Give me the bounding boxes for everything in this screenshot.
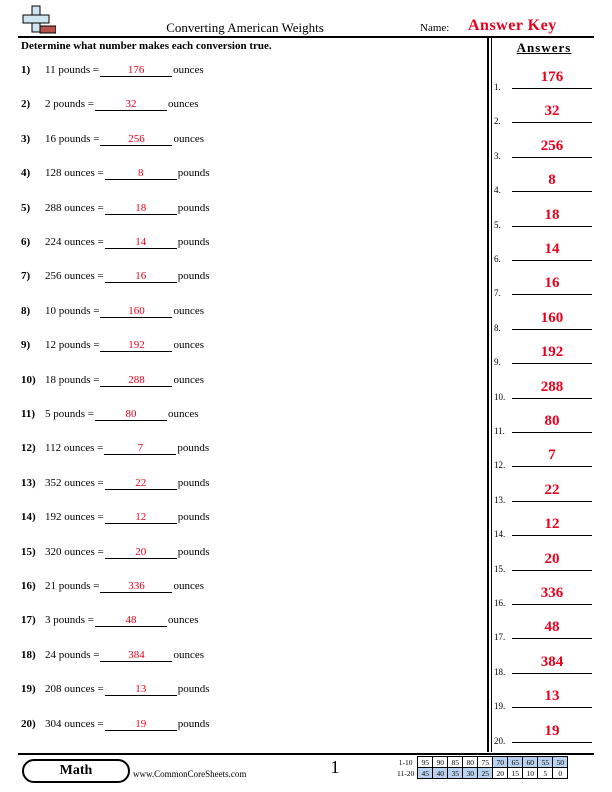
- answer-key-number: 13.: [494, 494, 506, 505]
- answer-key-line: [512, 570, 592, 571]
- problem-number: 6): [21, 236, 31, 248]
- answer-key-number: 1.: [494, 82, 501, 92]
- problem-number: 12): [21, 442, 36, 455]
- answer-blank[interactable]: 384: [100, 649, 172, 662]
- problem-number: 11): [21, 408, 36, 420]
- answer-key-item: [494, 311, 596, 333]
- answer-key-line: [512, 501, 592, 502]
- answer-key-number: 12.: [494, 460, 506, 471]
- problem-suffix: pounds: [177, 545, 210, 558]
- answer-blank[interactable]: 288: [100, 374, 172, 387]
- answer-key-value: 14: [544, 241, 560, 257]
- answer-key-number: 15.: [494, 563, 506, 574]
- bottom-divider: [18, 753, 594, 755]
- score-cell: 25: [478, 768, 493, 779]
- score-cell: 50: [553, 757, 568, 768]
- answer-blank[interactable]: 32: [95, 98, 167, 111]
- problem-suffix: ounces: [173, 339, 205, 352]
- answer-key-number: 7.: [494, 288, 501, 299]
- answer-blank[interactable]: 7: [104, 442, 176, 455]
- problem-number: 9): [21, 339, 31, 352]
- score-cell: 70: [493, 757, 508, 768]
- score-cell: 60: [523, 757, 538, 768]
- problem-suffix: pounds: [177, 511, 210, 524]
- problem-prefix: 11 pounds =: [45, 64, 100, 76]
- answer-key-number: 20.: [494, 735, 506, 746]
- problem-item: [21, 167, 210, 183]
- problem-item: [21, 614, 199, 630]
- answer-key-item: [494, 689, 596, 711]
- answer-key-value: 16: [544, 275, 560, 292]
- answer-key-line: [512, 191, 592, 192]
- answer-blank[interactable]: 22: [105, 477, 177, 490]
- problem-item: [21, 580, 204, 596]
- answer-key-item: [494, 276, 596, 298]
- score-cell: 90: [433, 757, 448, 768]
- problem-item: [21, 546, 210, 562]
- answer-key-number: 6.: [494, 254, 501, 264]
- problem-number: 13): [21, 476, 36, 489]
- answer-key-line: [512, 157, 592, 158]
- column-divider-inner: [491, 38, 492, 752]
- answer-key-value: 32: [544, 103, 560, 120]
- answer-key-line: [512, 707, 592, 708]
- answer-key-number: 18.: [494, 666, 506, 677]
- problem-suffix: pounds: [177, 717, 210, 730]
- answer-key-value: 288: [540, 378, 564, 395]
- answer-key-value: 19: [544, 722, 560, 739]
- problem-prefix: 352 ounces =: [45, 476, 104, 489]
- problem-prefix: 5 pounds =: [45, 408, 94, 420]
- instructions: Determine what number makes each conversion true.: [21, 40, 272, 52]
- answer-key-item: [494, 655, 596, 677]
- problem-item: [21, 477, 210, 493]
- problem-item: [21, 339, 204, 355]
- answer-key-line: [512, 260, 592, 261]
- problem-prefix: 288 ounces =: [45, 201, 104, 214]
- answer-key-item: [494, 483, 596, 505]
- answer-key-line: [512, 673, 592, 674]
- answer-blank[interactable]: 13: [105, 683, 177, 696]
- answer-key-value: 13: [544, 688, 560, 705]
- problem-item: [21, 718, 210, 734]
- answer-key-line: [512, 742, 592, 743]
- problem-number: 2): [21, 98, 31, 111]
- problem-number: 19): [21, 683, 36, 696]
- score-cell: 40: [433, 768, 448, 779]
- answer-key-value: 8: [548, 172, 556, 189]
- problem-suffix: pounds: [177, 201, 210, 214]
- answer-key-value: 336: [540, 585, 564, 601]
- answer-key-number: 5.: [494, 219, 501, 230]
- score-cell: 15: [508, 768, 523, 779]
- problem-number: 14): [21, 511, 36, 524]
- problem-prefix: 3 pounds =: [45, 614, 94, 627]
- problem-suffix: ounces: [167, 98, 199, 111]
- answer-key-number: 17.: [494, 632, 506, 643]
- score-row-label: 11-20: [397, 768, 415, 778]
- answer-key-item: [494, 724, 596, 746]
- problem-suffix: pounds: [177, 442, 210, 455]
- answer-blank[interactable]: 336: [100, 580, 172, 593]
- top-divider: [18, 36, 594, 38]
- score-cell: 45: [418, 768, 433, 779]
- problem-number: 20): [21, 717, 36, 730]
- problem-number: 7): [21, 270, 31, 283]
- problem-prefix: 16 pounds =: [45, 132, 100, 145]
- answer-key-item: [494, 242, 596, 264]
- problem-item: [21, 683, 210, 699]
- answer-key-number: 14.: [494, 529, 506, 540]
- answer-key-line: [512, 294, 592, 295]
- answer-key-line: [512, 329, 592, 330]
- problem-number: 16): [21, 580, 36, 592]
- score-row-label: 1-10: [398, 757, 413, 767]
- problem-prefix: 256 ounces =: [45, 270, 104, 283]
- score-cell: 95: [418, 757, 433, 768]
- problem-prefix: 24 pounds =: [45, 648, 100, 661]
- answer-key-line: [512, 604, 592, 605]
- answer-blank[interactable]: 19: [105, 718, 177, 731]
- problem-item: [21, 408, 199, 424]
- answer-key-value: 192: [540, 344, 564, 361]
- answer-key-number: 3.: [494, 150, 501, 161]
- problem-suffix: ounces: [167, 408, 199, 420]
- answer-blank[interactable]: 160: [100, 305, 172, 318]
- subject-badge: Math: [22, 759, 130, 783]
- problem-number: 3): [21, 132, 31, 145]
- answer-key-value: 12: [544, 516, 560, 533]
- problem-item: [21, 64, 204, 80]
- answer-key-value: 18: [544, 206, 560, 223]
- answer-blank[interactable]: 176: [100, 64, 172, 77]
- problem-number: 18): [21, 648, 36, 661]
- problem-prefix: 21 pounds =: [45, 580, 100, 592]
- score-cell: 10: [523, 768, 538, 779]
- problem-prefix: 18 pounds =: [45, 373, 100, 386]
- problem-prefix: 224 ounces =: [45, 236, 104, 248]
- problem-prefix: 208 ounces =: [45, 683, 104, 696]
- problem-item: [21, 202, 210, 218]
- problem-prefix: 320 ounces =: [45, 545, 104, 558]
- answer-key-line: [512, 122, 592, 123]
- answer-key-value: 160: [540, 309, 564, 326]
- answer-key-number: 2.: [494, 116, 501, 127]
- problem-prefix: 10 pounds =: [45, 304, 100, 317]
- problem-prefix: 304 ounces =: [45, 717, 104, 730]
- answer-key-line: [512, 398, 592, 399]
- problem-suffix: pounds: [177, 167, 210, 180]
- answer-key-value: 176: [540, 69, 564, 85]
- problem-item: [21, 270, 210, 286]
- problem-prefix: 12 pounds =: [45, 339, 100, 352]
- answer-key-line: [512, 363, 592, 364]
- problem-suffix: pounds: [177, 683, 210, 696]
- problem-item: [21, 374, 204, 390]
- answer-blank[interactable]: 20: [105, 546, 177, 559]
- score-cell: 80: [463, 757, 478, 768]
- score-row: [395, 768, 568, 779]
- answer-blank[interactable]: 48: [95, 614, 167, 627]
- score-cell: 55: [538, 757, 553, 768]
- problem-item: [21, 442, 209, 458]
- answer-key-value: 80: [544, 413, 560, 429]
- answer-key-value: 20: [544, 550, 560, 567]
- problem-number: 8): [21, 304, 31, 317]
- answer-blank[interactable]: 8: [105, 167, 177, 180]
- answer-key-item: [494, 552, 596, 574]
- problem-suffix: ounces: [173, 132, 205, 145]
- answer-key-value: 48: [544, 619, 560, 636]
- score-cell: 85: [448, 757, 463, 768]
- answer-key-number: 9.: [494, 357, 501, 368]
- answer-key-item: [494, 380, 596, 402]
- problem-number: 17): [21, 614, 36, 627]
- page-number: 1: [330, 757, 340, 777]
- answer-key-number: 4.: [494, 185, 501, 196]
- problem-suffix: ounces: [173, 648, 205, 661]
- problem-number: 1): [21, 64, 31, 76]
- answer-key-number: 19.: [494, 701, 506, 712]
- answer-key-line: [512, 466, 592, 467]
- problem-item: [21, 236, 210, 252]
- answer-key-value: 22: [544, 481, 560, 498]
- answer-key-item: [494, 517, 596, 539]
- answer-blank[interactable]: 256: [100, 133, 172, 146]
- problem-suffix: ounces: [173, 64, 204, 76]
- answer-key-item: [494, 139, 596, 161]
- problem-item: [21, 133, 204, 149]
- problem-prefix: 128 ounces =: [45, 167, 104, 180]
- answer-key-item: [494, 448, 596, 470]
- answer-key-value: 384: [540, 653, 564, 670]
- answer-key-item: [494, 104, 596, 126]
- answer-key-number: 11.: [494, 426, 505, 436]
- problem-suffix: pounds: [177, 236, 210, 248]
- answer-blank[interactable]: 192: [100, 339, 172, 352]
- problem-item: [21, 305, 204, 321]
- problem-number: 10): [21, 373, 36, 386]
- answer-blank[interactable]: 18: [105, 202, 177, 215]
- problem-prefix: 2 pounds =: [45, 98, 94, 111]
- answer-key-number: 8.: [494, 322, 501, 333]
- problem-prefix: 112 ounces =: [45, 442, 104, 455]
- problem-item: [21, 98, 199, 114]
- answer-key-line: [512, 226, 592, 227]
- answer-key-label: Answer Key: [468, 17, 557, 34]
- problem-suffix: ounces: [173, 580, 205, 592]
- answer-key-line: [512, 638, 592, 639]
- answer-key-item: [494, 208, 596, 230]
- score-table: [395, 756, 568, 779]
- column-divider: [487, 38, 489, 752]
- problem-suffix: ounces: [173, 304, 205, 317]
- answer-key-item: [494, 173, 596, 195]
- answer-key-line: [512, 432, 592, 433]
- score-cell: 75: [478, 757, 493, 768]
- problem-suffix: pounds: [177, 476, 210, 489]
- site-url: www.CommonCoreSheets.com: [133, 769, 247, 779]
- score-cell: 35: [448, 768, 463, 779]
- problem-number: 5): [21, 201, 31, 214]
- problem-prefix: 192 ounces =: [45, 511, 104, 524]
- answer-key-value: 7: [548, 447, 556, 464]
- score-cell: 30: [463, 768, 478, 779]
- answer-key-item: [494, 70, 596, 92]
- answer-key-number: 16.: [494, 598, 506, 608]
- answer-key-item: [494, 345, 596, 367]
- answers-header: Answers: [516, 40, 572, 55]
- problem-suffix: pounds: [177, 270, 210, 283]
- answer-key-line: [512, 535, 592, 536]
- score-row: [395, 757, 568, 768]
- problem-item: [21, 511, 210, 527]
- score-cell: 5: [538, 768, 553, 779]
- answer-key-item: [494, 586, 596, 608]
- answer-blank[interactable]: 80: [95, 408, 167, 421]
- problem-item: [21, 649, 204, 665]
- answer-blank[interactable]: 14: [105, 236, 177, 249]
- answer-key-value: 256: [540, 137, 564, 154]
- problem-suffix: ounces: [167, 614, 199, 627]
- page-title: Converting American Weights: [166, 20, 324, 35]
- answer-blank[interactable]: 12: [105, 511, 177, 524]
- problem-number: 4): [21, 167, 31, 180]
- answer-key-item: [494, 620, 596, 642]
- answer-key-number: 10.: [494, 391, 506, 402]
- answer-blank[interactable]: 16: [105, 270, 177, 283]
- name-label: Name:: [420, 22, 450, 34]
- score-cell: 0: [553, 768, 568, 779]
- problem-suffix: ounces: [173, 373, 205, 386]
- score-cell: 65: [508, 757, 523, 768]
- answer-key-item: [494, 414, 596, 436]
- answer-key-line: [512, 88, 592, 89]
- score-cell: 20: [493, 768, 508, 779]
- problem-number: 15): [21, 545, 36, 558]
